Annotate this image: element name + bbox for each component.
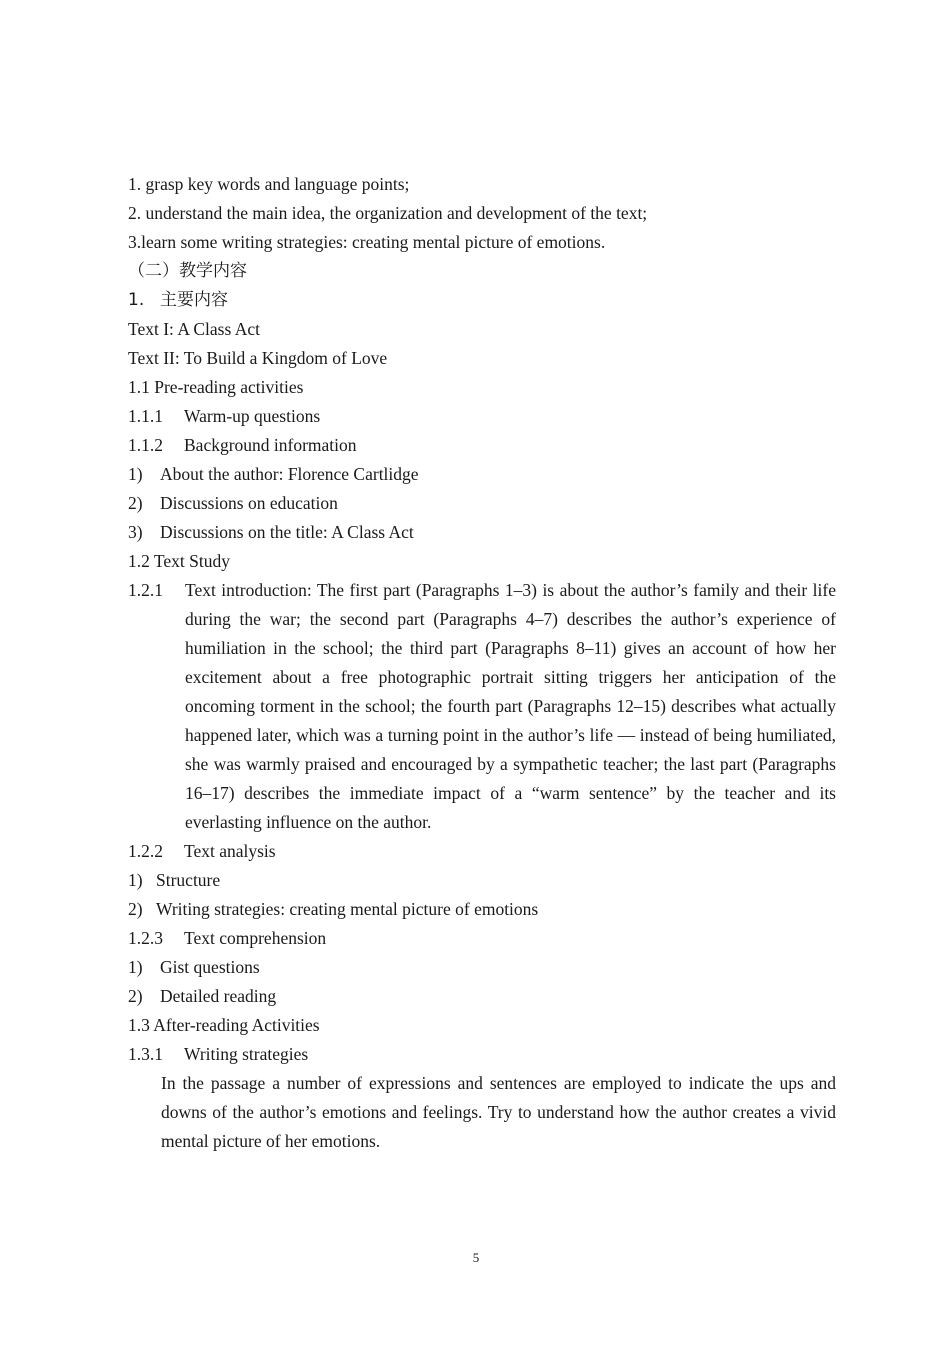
item-label: Text comprehension bbox=[184, 928, 327, 948]
main-content-heading bbox=[128, 286, 836, 315]
item-label: Gist questions bbox=[160, 957, 260, 977]
item-number: 1) bbox=[128, 870, 143, 890]
item-number: 3) bbox=[128, 522, 143, 542]
item-label: Structure bbox=[156, 870, 221, 890]
writing-strategies-paragraph: In the passage a number of expressions and sentences are employed to indicate the ups and downs of the author’s emotions and feelings. Try to understand how the author creates a vivid mental picture of her emotions. bbox=[161, 1073, 836, 1151]
text-comprehension-item bbox=[128, 924, 836, 953]
background-sub-3 bbox=[128, 518, 836, 547]
objective-3: 3.learn some writing strategies: creating mental picture of emotions. bbox=[128, 232, 606, 252]
analysis-sub-2 bbox=[128, 895, 836, 924]
after-reading-heading: 1.3 After-reading Activities bbox=[128, 1015, 320, 1035]
item-label: About the author: Florence Cartlidge bbox=[160, 464, 419, 484]
comprehension-sub-2 bbox=[128, 982, 836, 1011]
section-heading: （二）教学内容 bbox=[128, 261, 247, 281]
text-1-title: Text I: A Class Act bbox=[128, 319, 260, 339]
background-sub-1 bbox=[128, 460, 836, 489]
writing-strategies-item bbox=[128, 1040, 836, 1069]
item-label: Detailed reading bbox=[160, 986, 277, 1006]
main-content-num: 1. bbox=[128, 290, 145, 310]
item-label: Text analysis bbox=[184, 841, 276, 861]
text-introduction-body: Text introduction: The first part (Paragraphs 1–3) is about the author’s family and their life during the war; the second part (Paragraphs 4–7) describes the author’s experience of humiliation in the school; the third part (Paragraphs 8–11) gives an account of how her excitement about a free photographic portrait sitting triggers her anticipation of the oncoming torment in the school; the fourth part (Paragraphs 12–15) describes what actually happened later, which was a turning point in the author’s life — instead of being humiliated, she was warmly praised and encouraged by a sympathetic teacher; the last part (Paragraphs 16–17) describes the immediate impact of a “warm sentence” by the teacher and its everlasting influence on the author. bbox=[185, 580, 836, 832]
text-2-title: Text II: To Build a Kingdom of Love bbox=[128, 348, 388, 368]
background-sub-2 bbox=[128, 489, 836, 518]
page-content bbox=[128, 170, 836, 1156]
item-number: 1.2.3 bbox=[128, 928, 163, 948]
item-number: 1.3.1 bbox=[128, 1044, 163, 1064]
objective-1: 1. grasp key words and language points; bbox=[128, 174, 410, 194]
pre-reading-heading: 1.1 Pre-reading activities bbox=[128, 377, 304, 397]
item-number: 2) bbox=[128, 899, 143, 919]
item-label: Discussions on the title: A Class Act bbox=[160, 522, 414, 542]
page-number: 5 bbox=[472, 1250, 480, 1265]
comprehension-sub-1 bbox=[128, 953, 836, 982]
objective-2: 2. understand the main idea, the organization and development of the text; bbox=[128, 203, 648, 223]
main-content-label: 主要内容 bbox=[160, 290, 228, 310]
warm-up-item bbox=[128, 402, 836, 431]
item-number: 1) bbox=[128, 464, 143, 484]
analysis-sub-1 bbox=[128, 866, 836, 895]
item-number: 1) bbox=[128, 957, 143, 977]
item-label: Background information bbox=[184, 435, 357, 455]
item-label: Discussions on education bbox=[160, 493, 338, 513]
text-introduction bbox=[128, 576, 836, 837]
item-number: 2) bbox=[128, 493, 143, 513]
item-number: 1.1.1 bbox=[128, 406, 163, 426]
item-label: Writing strategies bbox=[184, 1044, 309, 1064]
item-number: 1.1.2 bbox=[128, 435, 163, 455]
text-analysis-item bbox=[128, 837, 836, 866]
item-label: Writing strategies: creating mental picture of emotions bbox=[156, 899, 539, 919]
background-item bbox=[128, 431, 836, 460]
item-number: 1.2.1 bbox=[128, 580, 163, 600]
item-number: 2) bbox=[128, 986, 143, 1006]
item-number: 1.2.2 bbox=[128, 841, 163, 861]
text-study-heading: 1.2 Text Study bbox=[128, 551, 231, 571]
item-label: Warm-up questions bbox=[184, 406, 321, 426]
